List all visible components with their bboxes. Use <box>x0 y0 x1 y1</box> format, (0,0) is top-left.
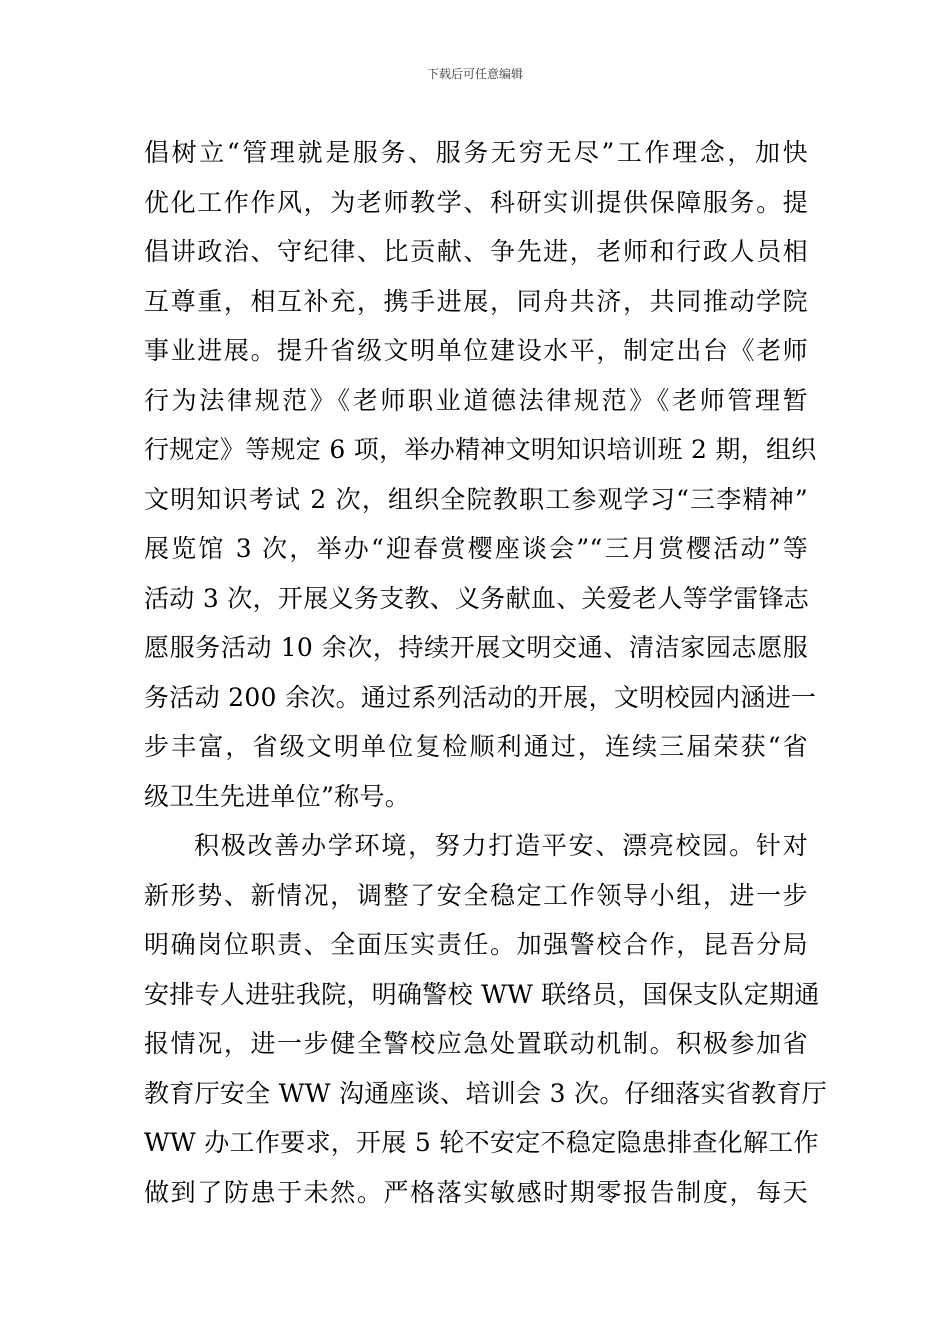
text-line: 做到了防患于未然。严格落实敏感时期零报告制度，每天 <box>144 1177 808 1207</box>
text-line: 倡树立“管理就是服务、服务无穷无尽”工作理念，加快 <box>144 138 808 167</box>
text-line: 明确岗位职责、全面压实责任。加强警校合作，昆吾分局 <box>144 930 808 959</box>
text-line: 行为法律规范》《老师职业道德法律规范》《老师管理暂 <box>144 385 808 415</box>
text-line: 务活动 200 余次。通过系列活动的开展，文明校园内涵进一 <box>144 682 817 712</box>
text-line: 互尊重，相互补充，携手进展，同舟共济，共同推动学院 <box>144 286 808 316</box>
text-line: 教育厅安全 WW 沟通座谈、培训会 3 次。仔细落实省教育厅 <box>144 1078 828 1108</box>
text-line: 文明知识考试 2 次，组织全院教职工参观学习“三李精神” <box>144 484 808 514</box>
page-header: 下载后可任意编辑 <box>426 67 523 81</box>
text-line: 新形势、新情况，调整了安全稳定工作领导小组，进一步 <box>144 880 808 910</box>
text-line: WW 办工作要求，开展 5 轮不安定不稳定隐患排查化解工作 <box>144 1128 819 1157</box>
text-line: 级卫生先进单位”称号。 <box>144 781 411 811</box>
text-line: 活动 3 次，开展义务支教、义务献血、关爱老人等学雷锋志 <box>144 583 810 613</box>
text-line: 事业进展。提升省级文明单位建设水平，制定出台《老师 <box>144 336 808 365</box>
document-body <box>144 128 828 1217</box>
text-line: 行规定》等规定 6 项，举办精神文明知识培训班 2 期，组织 <box>144 435 817 464</box>
text-line: 展览馆 3 次，举办“迎春赏樱座谈会”“三月赏樱活动”等 <box>144 534 808 563</box>
text-line: 倡讲政治、守纪律、比贡献、争先进，老师和行政人员相 <box>144 237 808 266</box>
text-line: 安排专人进驻我院，明确警校 WW 联络员，国保支队定期通 <box>144 979 820 1009</box>
text-line: 优化工作作风，为老师教学、科研实训提供保障服务。提 <box>144 187 808 217</box>
text-line: 愿服务活动 10 余次，持续开展文明交通、清洁家园志愿服 <box>144 633 808 662</box>
text-line: 报情况，进一步健全警校应急处置联动机制。积极参加省 <box>144 1029 808 1058</box>
paragraph-first-line: 积极改善办学环境，努力打造平安、漂亮校园。针对 <box>194 831 808 860</box>
text-line: 步丰富，省级文明单位复检顺利通过，连续三届荣获“省 <box>144 732 808 761</box>
